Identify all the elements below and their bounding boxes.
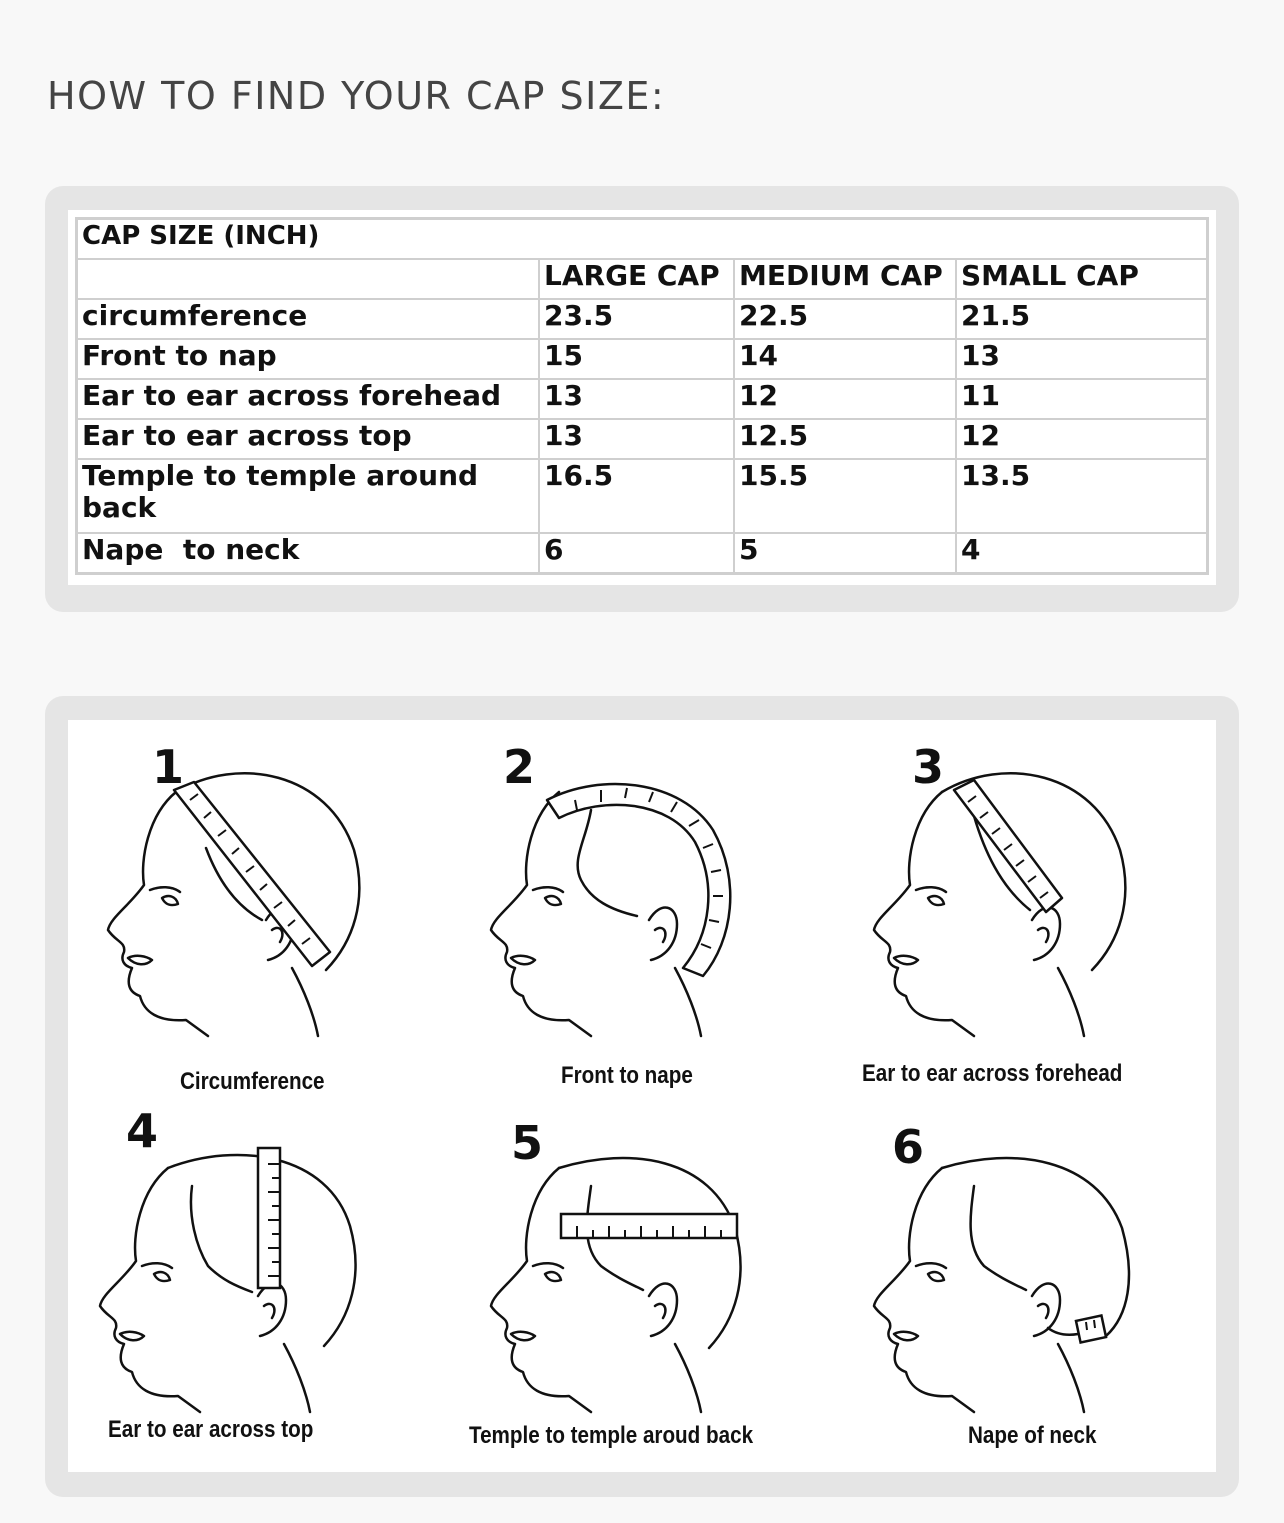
cell-large: 16.5: [540, 460, 735, 534]
figure-nape-of-neck: [834, 1096, 1216, 1472]
cell-small: 11: [957, 380, 1206, 420]
figure-number: 4: [126, 1104, 159, 1158]
size-table-card: [45, 186, 1239, 612]
row-label: Ear to ear across top: [78, 420, 540, 460]
head-profile-icon: [68, 720, 450, 1096]
figure-label: Front to nape: [561, 1062, 693, 1089]
figure-number: 1: [152, 740, 185, 794]
tape-measure-icon: [561, 1214, 737, 1238]
tape-measure-icon: [174, 782, 330, 966]
cell-small: 13.5: [957, 460, 1206, 534]
cell-small: 12: [957, 420, 1206, 460]
cell-small: 21.5: [957, 300, 1206, 340]
cell-medium: 14: [735, 340, 957, 380]
figure-front-to-nape: [451, 720, 833, 1096]
table-header-empty: [78, 260, 540, 300]
figure-ear-to-ear-forehead: [834, 720, 1216, 1096]
figure-number: 3: [912, 740, 945, 794]
tape-measure-icon: [954, 780, 1062, 912]
cell-large: 13: [540, 380, 735, 420]
tape-measure-icon: [258, 1148, 280, 1288]
table-row: [78, 460, 1206, 534]
table-row: [78, 534, 1206, 572]
figure-ear-to-ear-top: [68, 1096, 450, 1472]
table-title-row: [78, 220, 1206, 260]
cell-small: 4: [961, 533, 981, 566]
table-row: [78, 420, 1206, 460]
cell-large: 6: [540, 534, 735, 572]
figure-label: Ear to ear across forehead: [862, 1060, 1123, 1087]
tape-measure-icon: [547, 784, 730, 976]
row-label: Front to nap: [78, 340, 540, 380]
figure-label: Temple to temple aroud back: [469, 1422, 754, 1449]
head-profile-icon: [834, 720, 1216, 1096]
cell-medium: 12.5: [735, 420, 957, 460]
table-row: [78, 380, 1206, 420]
head-profile-icon: [451, 1096, 833, 1472]
cell-large: 15: [540, 340, 735, 380]
table-header-row: [78, 260, 1206, 300]
figure-number: 6: [892, 1120, 925, 1174]
figure-temple-to-temple: [451, 1096, 833, 1472]
row-label: Nape to neck: [78, 534, 540, 572]
figure-label: Circumference: [180, 1068, 325, 1095]
row-label: circumference: [78, 300, 540, 340]
column-header-large: LARGE CAP: [540, 260, 735, 300]
measurement-diagram: [68, 720, 1216, 1472]
table-title: CAP SIZE (INCH): [78, 220, 1206, 260]
cell-large: 23.5: [540, 300, 735, 340]
figure-number: 5: [511, 1116, 544, 1170]
measurement-diagram-card: [45, 696, 1239, 1497]
page-title: HOW TO FIND YOUR CAP SIZE:: [47, 74, 666, 118]
figure-label: Ear to ear across top: [108, 1416, 314, 1443]
table-row: [78, 340, 1206, 380]
cell-medium: 5: [735, 534, 957, 572]
figure-label: Nape of neck: [968, 1422, 1097, 1449]
cell-small: 13: [957, 340, 1206, 380]
table-row: [78, 300, 1206, 340]
cell-medium: 12: [735, 380, 957, 420]
tape-measure-icon: [1076, 1316, 1106, 1343]
row-label: Ear to ear across forehead: [78, 380, 540, 420]
row-label: Temple to temple around back: [78, 460, 540, 534]
figure-number: 2: [503, 740, 536, 794]
size-table-panel: [68, 210, 1216, 585]
cap-size-table: [75, 217, 1209, 575]
cell-medium: 15.5: [735, 460, 957, 534]
cell-large: 13: [540, 420, 735, 460]
cell-medium: 22.5: [735, 300, 957, 340]
figure-circumference: [68, 720, 450, 1096]
column-header-small: SMALL CAP: [957, 260, 1206, 300]
column-header-medium: MEDIUM CAP: [735, 260, 957, 300]
